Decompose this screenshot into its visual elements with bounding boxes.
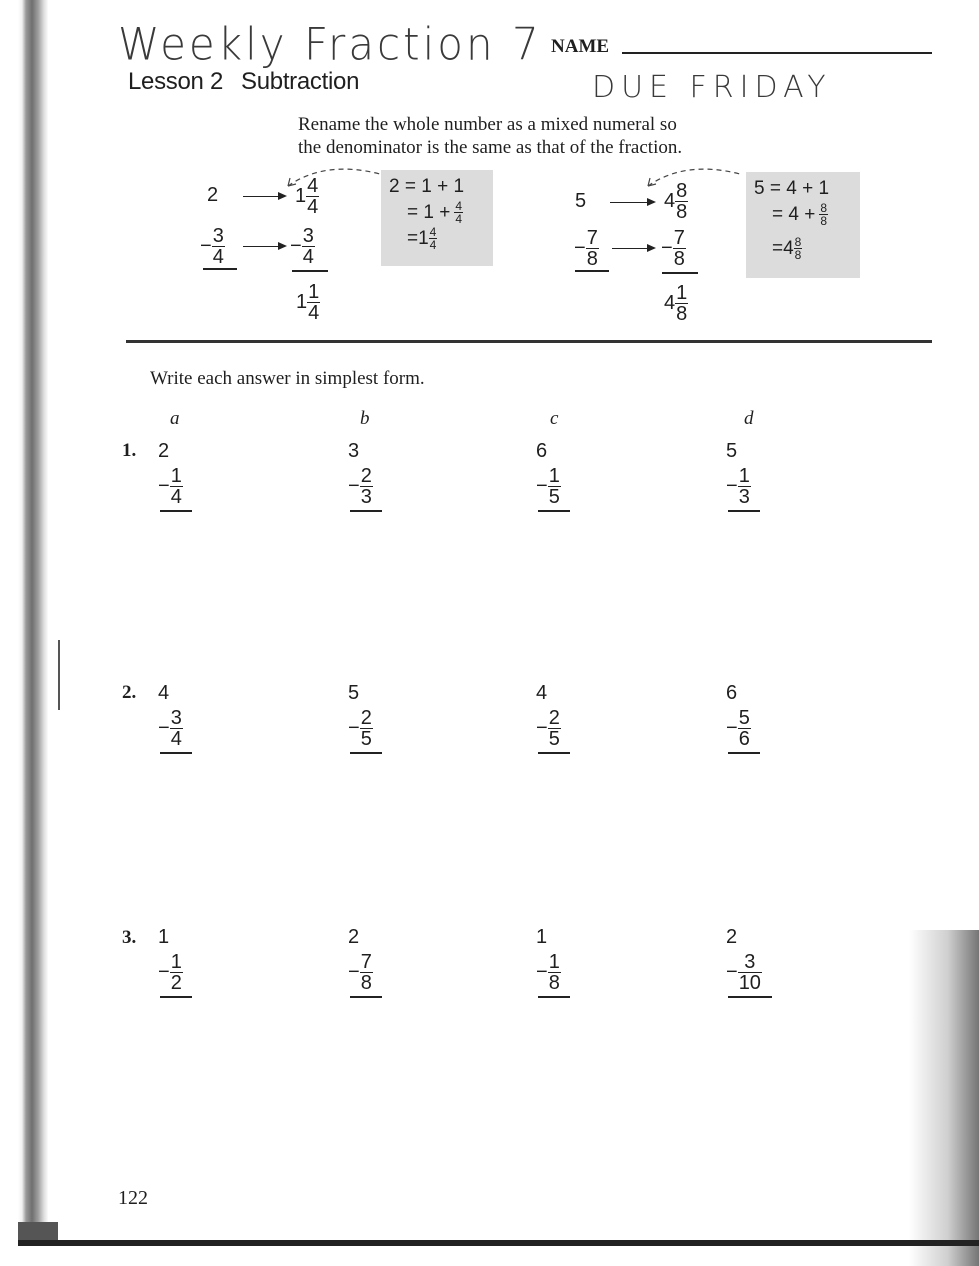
example-2-explanation-box xyxy=(746,172,860,278)
numerator: 7 xyxy=(673,227,685,249)
example-2-subtrahend xyxy=(574,228,599,269)
denominator: 4 xyxy=(212,246,224,268)
minus-sign: − xyxy=(536,475,548,497)
numerator: 3 xyxy=(212,225,224,247)
example-1-whole: 2 xyxy=(207,184,219,206)
fraction xyxy=(738,952,762,993)
minus-sign: − xyxy=(726,717,738,739)
box-line-2-prefix: = 1 + xyxy=(407,201,451,223)
denominator: 8 xyxy=(794,248,802,262)
answer-whole: 4 xyxy=(664,292,676,314)
example-1-arrow-bottom xyxy=(243,246,285,247)
example-instruction xyxy=(298,113,798,159)
minus-sign: − xyxy=(158,961,170,983)
denominator: 4 xyxy=(170,728,182,750)
denominator: 3 xyxy=(360,486,372,508)
underline xyxy=(575,270,609,272)
answer-line xyxy=(728,752,760,754)
minuend: 4 xyxy=(536,682,548,704)
numerator: 2 xyxy=(548,707,560,729)
answer-line xyxy=(728,510,760,512)
denominator: 5 xyxy=(548,486,560,508)
fraction xyxy=(302,226,315,267)
row-label-1: 1. xyxy=(122,440,137,461)
numerator: 3 xyxy=(302,225,314,247)
numerator: 7 xyxy=(586,227,598,249)
fraction xyxy=(454,200,463,225)
denominator: 2 xyxy=(170,972,182,994)
numerator: 2 xyxy=(360,707,372,729)
minuend: 5 xyxy=(348,682,360,704)
handwritten-due-date: DUE FRIDAY xyxy=(592,70,832,105)
subtrahend xyxy=(536,952,561,993)
fraction xyxy=(360,952,373,993)
fraction xyxy=(675,283,688,324)
numerator: 1 xyxy=(548,951,560,973)
denominator: 4 xyxy=(302,246,314,268)
numerator: 1 xyxy=(738,465,750,487)
minus-sign: − xyxy=(158,475,170,497)
fraction xyxy=(738,466,751,507)
fraction xyxy=(548,952,561,993)
lesson-title xyxy=(128,68,359,96)
minuend: 2 xyxy=(348,926,360,948)
fraction xyxy=(360,466,373,507)
minus-sign: − xyxy=(158,717,170,739)
name-field-line xyxy=(622,52,932,54)
subtrahend xyxy=(158,952,183,993)
row-label-2: 2. xyxy=(122,682,137,703)
numerator: 8 xyxy=(820,201,828,215)
denominator: 4 xyxy=(170,486,182,508)
instruction-line-1: Rename the whole number as a mixed numeral so xyxy=(298,114,677,135)
example-1-renamed-whole: 1 xyxy=(295,185,307,207)
lesson-number: Lesson 2 xyxy=(128,68,224,95)
fraction xyxy=(738,708,751,749)
example-1-renamed-fraction xyxy=(306,176,319,217)
fraction xyxy=(819,202,828,227)
answer-line xyxy=(728,996,772,998)
dashed-arc-2 xyxy=(640,160,750,190)
fraction xyxy=(360,708,373,749)
subtrahend xyxy=(536,708,561,749)
numerator: 7 xyxy=(360,951,372,973)
answer-line xyxy=(350,752,382,754)
answer-line xyxy=(160,510,192,512)
minuend: 1 xyxy=(158,926,170,948)
handwritten-title: Weekly Fraction 7 xyxy=(118,18,542,71)
box-line-3-prefix: =4 xyxy=(772,237,794,259)
numerator: 1 xyxy=(308,281,320,303)
subtrahend xyxy=(348,466,373,507)
subtrahend xyxy=(158,708,183,749)
answer-line xyxy=(160,996,192,998)
page-bottom-edge xyxy=(18,1240,979,1246)
minus-sign: − xyxy=(348,717,360,739)
example-1-subtrahend-renamed xyxy=(290,226,315,267)
answer-line xyxy=(538,752,570,754)
subtrahend xyxy=(726,466,751,507)
example-1-arrow-top xyxy=(243,196,285,197)
denominator: 4 xyxy=(455,212,463,226)
numerator: 3 xyxy=(744,951,756,973)
name-label: NAME xyxy=(551,36,610,57)
numerator: 1 xyxy=(548,465,560,487)
example-2-arrow-top xyxy=(610,202,654,203)
denominator: 5 xyxy=(548,728,560,750)
answer-line xyxy=(350,996,382,998)
fraction xyxy=(307,282,320,323)
denominator: 4 xyxy=(308,302,320,324)
minus-sign: − xyxy=(348,961,360,983)
subtrahend xyxy=(536,466,561,507)
denominator: 6 xyxy=(738,728,750,750)
denominator: 8 xyxy=(586,248,598,270)
denominator: 3 xyxy=(738,486,750,508)
example-2-renamed-whole: 4 xyxy=(664,190,676,212)
example-1-renamed xyxy=(295,176,319,217)
answer-line xyxy=(538,510,570,512)
example-2-answer xyxy=(664,283,688,324)
numerator: 1 xyxy=(676,282,688,304)
minus-sign: − xyxy=(348,475,360,497)
binding-edge xyxy=(18,0,48,1240)
minuend: 4 xyxy=(158,682,170,704)
fraction xyxy=(212,226,225,267)
subtrahend xyxy=(158,466,183,507)
numerator: 4 xyxy=(429,225,437,239)
minus-sign: − xyxy=(574,237,586,259)
numerator: 4 xyxy=(455,199,463,213)
subtrahend xyxy=(348,708,373,749)
instruction-line-2: the denominator is the same as that of the fraction. xyxy=(298,137,683,158)
box-line-3-prefix: =1 xyxy=(407,227,429,249)
denominator: 8 xyxy=(360,972,372,994)
fraction xyxy=(586,228,599,269)
answer-line xyxy=(160,752,192,754)
numerator: 1 xyxy=(170,465,182,487)
denominator: 8 xyxy=(548,972,560,994)
minuend: 5 xyxy=(726,440,738,462)
minuend: 2 xyxy=(158,440,170,462)
denominator: 4 xyxy=(429,238,437,252)
fraction xyxy=(673,228,686,269)
box-line-3 xyxy=(407,226,437,251)
denominator: 10 xyxy=(738,972,761,994)
numerator: 8 xyxy=(676,180,688,202)
numerator: 5 xyxy=(738,707,750,729)
numerator: 2 xyxy=(360,465,372,487)
answer-line xyxy=(350,510,382,512)
page-number: 122 xyxy=(118,1187,148,1209)
numerator: 8 xyxy=(794,235,802,249)
example-2-whole: 5 xyxy=(575,190,587,212)
underline xyxy=(203,268,237,270)
page-shadow xyxy=(909,930,979,1266)
denominator: 8 xyxy=(676,303,688,325)
minus-sign: − xyxy=(536,717,548,739)
box-line-1: 2 = 1 + 1 xyxy=(389,176,465,197)
box-line-2 xyxy=(407,200,463,225)
denominator: 8 xyxy=(820,214,828,228)
fraction xyxy=(794,236,803,261)
example-1-explanation-box xyxy=(381,170,493,266)
fraction xyxy=(429,226,438,251)
example-1-subtrahend xyxy=(200,226,225,267)
underline xyxy=(662,272,698,274)
denominator: 4 xyxy=(307,196,319,218)
subtrahend xyxy=(726,708,751,749)
column-letter-d: d xyxy=(744,408,754,429)
example-2-subtrahend-renamed xyxy=(661,228,686,269)
underline xyxy=(292,270,328,272)
denominator: 8 xyxy=(676,201,688,223)
minuend: 6 xyxy=(536,440,548,462)
box-line-2-prefix: = 4 + xyxy=(772,203,816,225)
denominator: 8 xyxy=(673,248,685,270)
minus-sign: − xyxy=(536,961,548,983)
column-letter-a: a xyxy=(170,408,180,429)
example-1-answer xyxy=(296,282,320,323)
example-2-arrow-bottom xyxy=(612,248,654,249)
numerator: 1 xyxy=(170,951,182,973)
fraction xyxy=(548,466,561,507)
minus-sign: − xyxy=(726,475,738,497)
fraction xyxy=(170,466,183,507)
subtrahend xyxy=(348,952,373,993)
fraction xyxy=(548,708,561,749)
answer-whole: 1 xyxy=(296,291,308,313)
answer-line xyxy=(538,996,570,998)
minuend: 2 xyxy=(726,926,738,948)
example-2-renamed xyxy=(664,181,688,222)
numerator: 3 xyxy=(170,707,182,729)
row-label-3: 3. xyxy=(122,927,137,948)
fraction xyxy=(675,181,688,222)
column-letter-b: b xyxy=(360,408,370,429)
minuend: 1 xyxy=(536,926,548,948)
lesson-topic: Subtraction xyxy=(241,68,360,95)
minuend: 6 xyxy=(726,682,738,704)
binding-mark xyxy=(58,640,60,710)
minus-sign: − xyxy=(661,237,673,259)
denominator: 5 xyxy=(360,728,372,750)
fraction xyxy=(170,952,183,993)
minus-sign: − xyxy=(726,961,738,983)
subtrahend xyxy=(726,952,762,993)
numerator: 4 xyxy=(307,175,319,197)
box-line-2 xyxy=(772,202,828,227)
column-letter-c: c xyxy=(550,408,559,429)
box-line-1: 5 = 4 + 1 xyxy=(754,178,830,199)
directions: Write each answer in simplest form. xyxy=(150,368,425,389)
minuend: 3 xyxy=(348,440,360,462)
minus-sign: − xyxy=(200,235,212,257)
section-divider xyxy=(126,340,932,343)
box-line-3 xyxy=(772,236,802,261)
minus-sign: − xyxy=(290,235,302,257)
fraction xyxy=(170,708,183,749)
